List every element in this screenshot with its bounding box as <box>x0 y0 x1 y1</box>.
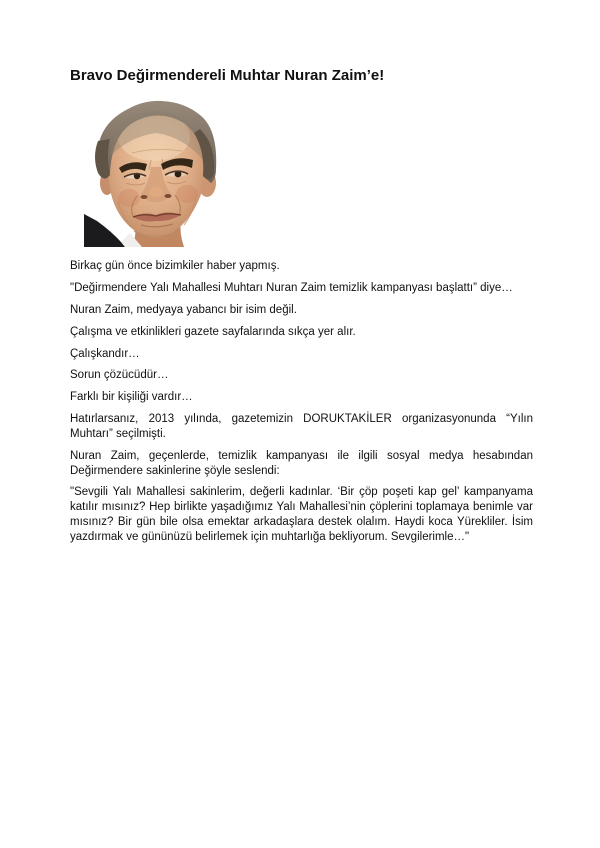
paragraph: Farklı bir kişiliği vardır… <box>70 391 193 404</box>
paragraph: Sorun çözücüdür… <box>70 369 169 382</box>
paragraph: "Değirmendere Yalı Mahallesi Muhtarı Nuran Zaim temizlik kampanyası başlattı” diye… <box>70 281 513 294</box>
portrait-photo <box>84 97 229 247</box>
paragraph: Nuran Zaim, medyaya yabancı bir isim değil. <box>70 303 297 316</box>
left-nostril <box>141 195 148 199</box>
paragraph: Hatırlarsanız, 2013 yılında, gazetemizin DORUKTAKİLER organizasyonunda “Yılın Muhtarı” seçilmişti. <box>70 413 533 440</box>
article <box>70 0 533 551</box>
paragraph: "Sevgili Yalı Mahallesi sakinlerim, değerli kadınlar. ‘Bir çöp poşeti kap gel’ kampanyama katılır mısınız? Hep birlikte yaşadığımız Yalı Mahallesi’nin çöplerini toplamaya benimle var mısınız? Bir gün bile olsa emektar arkadaşlara destek olalım. Haydi koca Yürekliler. İsim yazdırmak ve gününüzü belirlemek için muhtarlığa bekliyorum. Sevgilerimle…" <box>70 486 533 543</box>
paragraph: Birkaç gün önce bizimkiler haber yapmış. <box>70 260 280 272</box>
nose-tip <box>149 187 163 197</box>
paragraph: Çalışkandır… <box>70 347 140 360</box>
paragraph: Nuran Zaim, geçenlerde, temizlik kampanyası ile ilgili sosyal medya hesabından Değirmendere sakinlerine şöyle seslendi: <box>70 449 533 477</box>
body-text <box>70 259 533 544</box>
page-title: Bravo Değirmendereli Muhtar Nuran Zaim’e! <box>70 67 385 84</box>
paragraph: Çalışma ve etkinlikleri gazete sayfalarında sıkça yer alır. <box>70 325 356 338</box>
right-nostril <box>165 194 172 198</box>
left-cheek <box>118 189 140 207</box>
